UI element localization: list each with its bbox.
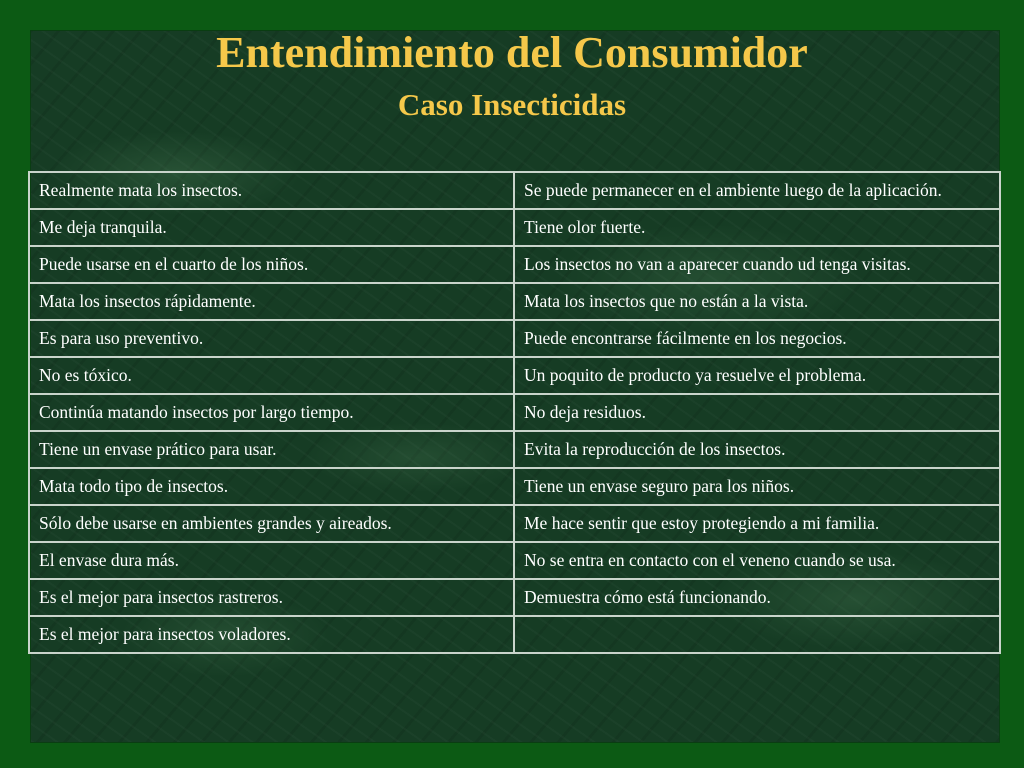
table-cell-right: Me hace sentir que estoy protegiendo a mi familia. [514,505,1000,542]
table-row [29,542,1000,579]
table-cell-right: Evita la reproducción de los insectos. [514,431,1000,468]
table-cell-left: Me deja tranquila. [29,209,514,246]
table-cell-right: Tiene un envase seguro para los niños. [514,468,1000,505]
table-cell-left: Mata los insectos rápidamente. [29,283,514,320]
slide-subtitle: Caso Insecticidas [397,87,627,122]
table-cell-right: Mata los insectos que no están a la vista. [514,283,1000,320]
table-row [29,616,1000,653]
table-cell-right: Los insectos no van a aparecer cuando ud tenga visitas. [514,246,1000,283]
table-cell-left: Continúa matando insectos por largo tiempo. [29,394,514,431]
table-cell-left: Realmente mata los insectos. [29,172,514,209]
table-cell-left: Es el mejor para insectos voladores. [29,616,514,653]
table-row [29,579,1000,616]
table-row [29,505,1000,542]
table-cell-right: Tiene olor fuerte. [514,209,1000,246]
table-cell-left: Es el mejor para insectos rastreros. [29,579,514,616]
table-row [29,468,1000,505]
table-row [29,172,1000,209]
table-row [29,246,1000,283]
table-row [29,357,1000,394]
table-row [29,283,1000,320]
table-row [29,209,1000,246]
table-cell-left: Tiene un envase prático para usar. [29,431,514,468]
table-cell-right: Se puede permanecer en el ambiente luego de la aplicación. [514,172,1000,209]
table-cell-left: Sólo debe usarse en ambientes grandes y aireados. [29,505,514,542]
table-cell-right: No se entra en contacto con el veneno cuando se usa. [514,542,1000,579]
table-cell-left: Puede usarse en el cuarto de los niños. [29,246,514,283]
table-row [29,431,1000,468]
table-cell-right [514,616,1000,653]
slide-title: Entendimiento del Consumidor [216,28,808,77]
table-row [29,394,1000,431]
table-cell-left: El envase dura más. [29,542,514,579]
table-cell-left: No es tóxico. [29,357,514,394]
table-row [29,320,1000,357]
table-cell-left: Mata todo tipo de insectos. [29,468,514,505]
table-cell-right: No deja residuos. [514,394,1000,431]
table-cell-right: Puede encontrarse fácilmente en los negocios. [514,320,1000,357]
attributes-table [28,171,1001,654]
table-cell-left: Es para uso preventivo. [29,320,514,357]
table-cell-right: Demuestra cómo está funcionando. [514,579,1000,616]
table-cell-right: Un poquito de producto ya resuelve el problema. [514,357,1000,394]
